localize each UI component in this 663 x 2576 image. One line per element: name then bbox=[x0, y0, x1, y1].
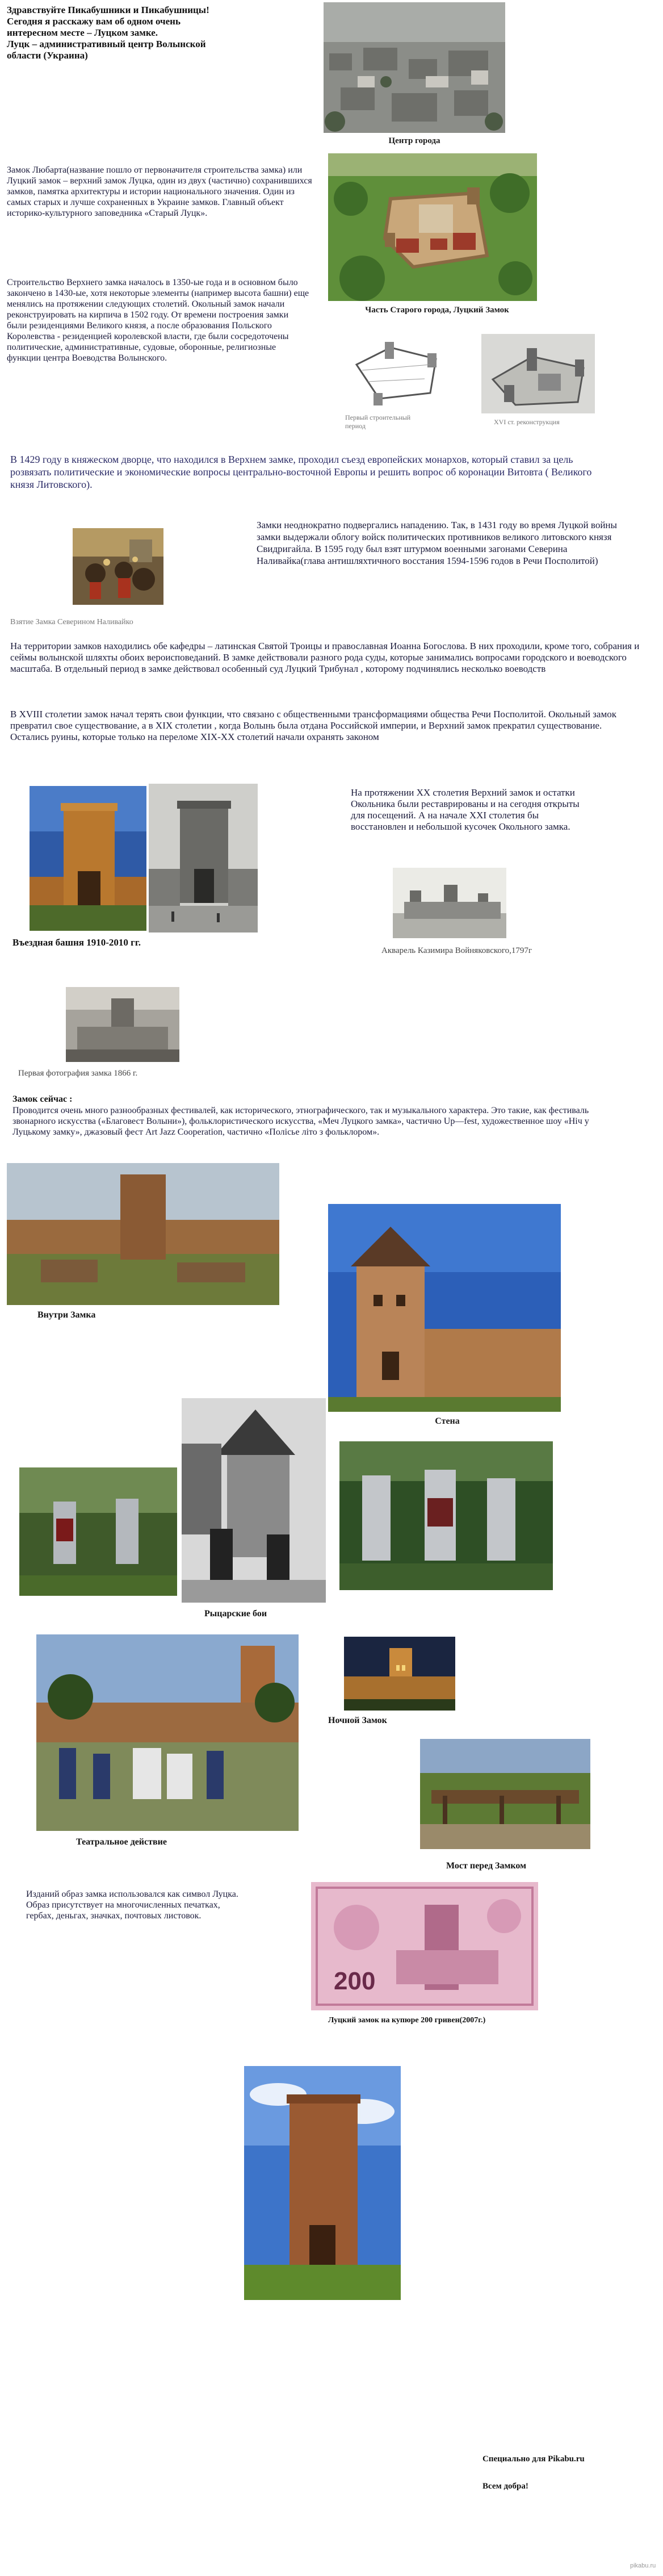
photo-old-town bbox=[328, 153, 537, 301]
photo-city-center bbox=[324, 2, 505, 133]
caption-first-photo: Первая фотография замка 1866 г. bbox=[18, 1069, 138, 1078]
photo-first-1866 bbox=[66, 987, 179, 1062]
photo-knights-1 bbox=[19, 1467, 177, 1596]
photo-theatre bbox=[36, 1634, 299, 1831]
paragraph-now: Проводится очень много разнообразных фестивалей, как исторического, этнографического, так и музыкального характера. Это такие, как фестиваль звонарного искусства («Благовест Волыни»), фольклористического искусства, «Меч Луцкого замка», частично Up—fest, художественное шоу «Ніч у Луцькому замку», джазовый фест Art Jazz Cooperation, частично «Полісье літо з фольклором». bbox=[12, 1106, 589, 1137]
caption-capture: Взятие Замка Северином Наливайко bbox=[10, 618, 133, 626]
footer-kindness: Всем добра! bbox=[482, 2482, 528, 2491]
caption-old-town: Часть Старого города, Луцкий Замок bbox=[365, 306, 509, 315]
paragraph-restoration: На протяжении XX столетия Верхний замок и остатки Окольника были реставрированы и на сегодня открыты для посещений. А на начале XXI столетия бы восстановлен и небольшой кусочек Окольного замка. bbox=[351, 787, 580, 832]
paragraph-decline: В XVIII столетии замок начал терять свои функции, что связано с общественными трансформациями общества Речи Посполитой. Окольный замок превратил свое существование, а в XIX столетии , когда Волынь была отдана Российской империи, и Верхний замок прекратил существование. Остались руины, которые только на переломе XIX-XX столетий начали охранять законом bbox=[10, 709, 616, 742]
now-title: Замок сейчас : bbox=[12, 1094, 73, 1104]
photo-inside-castle bbox=[7, 1163, 279, 1305]
intro-line: Луцк – административный центр Волынской bbox=[7, 39, 206, 49]
sketch-first-period bbox=[345, 331, 447, 410]
intro-line: области (Украина) bbox=[7, 50, 88, 61]
intro-line: Здравствуйте Пикабушники и Пикабушницы! bbox=[7, 5, 209, 15]
caption-city-center: Центр города bbox=[388, 136, 440, 145]
caption-inside: Внутри Замка bbox=[37, 1310, 96, 1320]
painting-capture bbox=[73, 528, 163, 605]
photo-bridge bbox=[420, 1739, 590, 1849]
caption-watercolor: Акварель Казимира Войняковского,1797г bbox=[381, 946, 532, 955]
paragraph-symbol: Изданий образ замка использовался как символ Луцка. Образ присутствует на многочисленных печатках, гербах, деньгах, значках, почтовых листовок. bbox=[26, 1889, 238, 1921]
paragraph-lubart: Замок Любарта(название пошло от первоначителя строительства замка) или Луцкий замок – верхний замок Луцка, один из двух (частично) сохранившихся замков, памятка архитектуры и истории национального значения. Один из самых старых и лучше сохраненных в Украине замков. Главный объект историко-культурного заповедника «Старый Луцк». bbox=[7, 165, 312, 218]
caption-theatre: Театральное действие bbox=[76, 1837, 167, 1847]
watercolor-image bbox=[393, 868, 506, 938]
photo-night-castle bbox=[344, 1637, 455, 1711]
sketch-reconstruction bbox=[481, 334, 595, 413]
footer-special: Специально для Pikabu.ru bbox=[482, 2454, 585, 2464]
intro-line: Сегодня я расскажу вам об одном очень bbox=[7, 16, 181, 27]
caption-knights: Рыцарские бои bbox=[204, 1609, 267, 1619]
paragraph-construction: Строительство Верхнего замка началось в 1350-ые года и в основном было закончено в 1430-ые, хотя некоторые элементы (например высота башни) еще менялись на протяжении следующих столетий. Окольный замок начали реконструировать на кирпича в 1502 году. От времени построения замки были резиденциями Великого князя, а после образования Польского Королевства - резиденцией королевской власти, где были сосредоточены политические, административные, судовые, оборонные, религиозные функции центра Воеводства Волынского. bbox=[7, 278, 309, 363]
caption-first-period: Первый строительный период bbox=[345, 413, 411, 430]
photo-entrance-tower-color bbox=[30, 786, 146, 931]
intro-text bbox=[7, 5, 313, 61]
paragraph-attacks: Замки неоднократно подвергались нападению. Так, в 1431 году во время Луцкой войны замки выдержали облогу войск политических противников великого литовского князя Свидригайла. В 1595 году был взят штурмом военными загонами Северина Наливайка(глава антишляхтичного восстания 1594-1596 годов в Речи Посполитой) bbox=[257, 520, 617, 566]
banknote-value: 200 bbox=[334, 1967, 376, 1995]
paragraph-congress: В 1429 году в княжеском дворце, что находился в Верхнем замке, проходил съезд европейских монархов, который ставил за цель розвязать политические и экономические вопросы центрально-восточной Европы и решить вопрос об коронации Витовта ( Великого князя Литовского). bbox=[10, 454, 592, 490]
photo-knights-2 bbox=[182, 1398, 326, 1603]
intro-line: интересном месте – Луцком замке. bbox=[7, 27, 158, 38]
caption-banknote: Луцкий замок на купюре 200 гривен(2007г.) bbox=[328, 2016, 486, 2025]
photo-entrance-tower-old bbox=[149, 784, 258, 932]
photo-wall bbox=[328, 1204, 561, 1412]
caption-bridge: Мост перед Замком bbox=[446, 1861, 526, 1871]
photo-knights-3 bbox=[339, 1441, 553, 1590]
banknote-200-image bbox=[311, 1882, 538, 2010]
caption-wall: Стена bbox=[435, 1416, 460, 1426]
caption-entrance-tower: Въездная башня 1910-2010 гг. bbox=[12, 937, 141, 948]
caption-night: Ночной Замок bbox=[328, 1716, 387, 1725]
caption-reconstruction: XVI ст. реконструкция bbox=[494, 418, 560, 426]
photo-tower-vertical bbox=[244, 2066, 401, 2300]
paragraph-territory: На территории замков находились обе кафедры – латинская Святой Троицы и православная Иоанна Богослова. В них проходили, кроме того, собрания и сеймы волынской шляхты обоих вероисповеданий. В замке действовали разного рода суды, которые занимались вопросами городского и воеводского масштаба. В отдельный период в замке действовал особенный суд Луцкий Трибунал , которому подчинялись несколько воеводств bbox=[10, 641, 640, 674]
footer-watermark: pikabu.ru bbox=[630, 2562, 656, 2569]
